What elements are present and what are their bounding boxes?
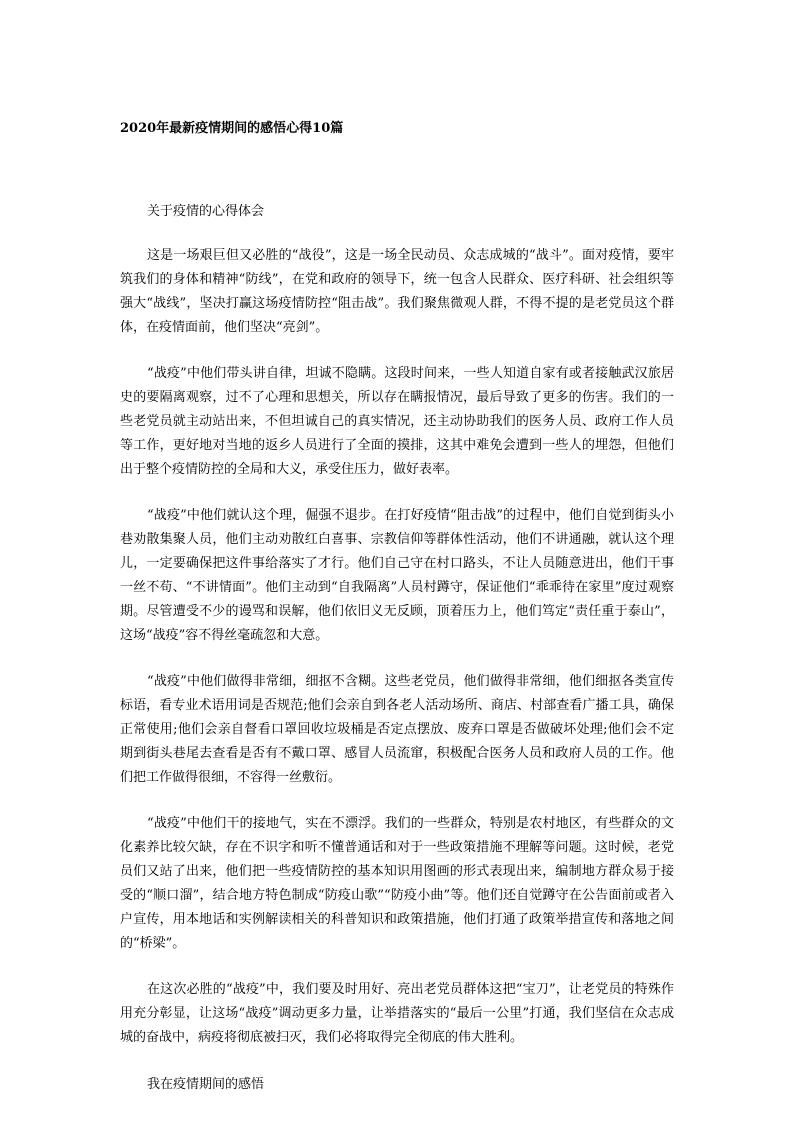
paragraph: “战疫”中他们做得非常细，细抠不含糊。这些老党员，他们做得非常细，他们细抠各类宣传标语，看专业术语用词是否规范;他们会亲自到各老人活动场所、商店、村部查看广播工具，确保正常使用;他们会亲自督看口罩回收垃圾桶是否定点摆放、废弃口罩是否做破坏处理;他们会不定期到街头巷尾去查看是否有不戴口罩、感冒人员流窜，积极配合医务人员和政府人员的工作。他们把工作做得很细，不容得一丝敷衍。 <box>120 674 674 785</box>
section-heading: 关于疫情的心得体会 <box>147 204 265 219</box>
document-body <box>120 199 674 1098</box>
paragraph: 这是一场艰巨但又必胜的“战役”，这是一场全民动员、众志成城的“战斗”。面对疫情，要牢筑我们的身体和精神“防线”，在党和政府的领导下，统一包含人民群众、医疗科研、社会组织等强大“战线”，坚决打赢这场疫情防控“阻击战”。我们聚焦微观人群，不得不提的是老党员这个群体，在疫情面前，他们坚决“亮剑”。 <box>120 248 674 335</box>
paragraph: 在这次必胜的“战疫”中，我们要及时用好、亮出老党员群体这把“宝刀”，让老党员的特殊作用充分彰显，让这场“战疫”调动更多力量，让举措落实的“最后一公里”打通，我们坚信在众志成城的奋战中，病疫将彻底被扫灭，我们必将取得完全彻底的伟大胜利。 <box>120 982 674 1045</box>
paragraph: “战疫”中他们带头讲自律，坦诚不隐瞒。这段时间来，一些人知道自家有或者接触武汉旅居史的要隔离观察，过不了心理和思想关，所以存在瞒报情况，最后导致了更多的伤害。我们的一些老党员就主动站出来，不但坦诚自己的真实情况，还主动协助我们的医务人员、政府工作人员等工作，更好地对当地的返乡人员进行了全面的摸排，这其中难免会遭到一些人的埋怨，但他们出于整个疫情防控的全局和大义，承受住压力，做好表率。 <box>120 366 674 477</box>
paragraph: “战疫”中他们干的接地气，实在不漂浮。我们的一些群众，特别是农村地区，有些群众的文化素养比较欠缺，存在不识字和听不懂普通话和对于一些政策措施不理解等问题。这时候，老党员们又站了出来，他们把一些疫情防控的基本知识用图画的形式表现出来，编制地方群众易于接受的“顺口溜”，结合地方特色制成“防疫山歌”“防疫小曲”等。他们还自觉蹲守在公告面前或者入户宣传，用本地话和实例解读相关的科普知识和政策措施，他们打通了政策举措宣传和落地之间的“桥梁”。 <box>120 816 674 951</box>
document-title: 2020年最新疫情期间的感悟心得10篇 <box>120 121 344 136</box>
section-heading: 我在疫情期间的感悟 <box>147 1077 265 1092</box>
paragraph: “战疫”中他们就认这个理，倔强不退步。在打好疫情“阻击战”的过程中，他们自觉到街头小巷劝散集聚人员，他们主动劝散红白喜事、宗教信仰等群体性活动，他们不讲通融，就认这个理儿，一定要确保把这件事给落实了才行。他们自己守在村口路头，不让人员随意进出，他们干事一丝不苟、“不讲情面”。他们主动到“自我隔离”人员村蹲守，保证他们“乖乖待在家里”度过观察期。尽管遭受不少的谩骂和误解，他们依旧义无反顾，顶着压力上，他们笃定“责任重于泰山”，这场“战疫”容不得丝毫疏忽和大意。 <box>120 508 674 643</box>
